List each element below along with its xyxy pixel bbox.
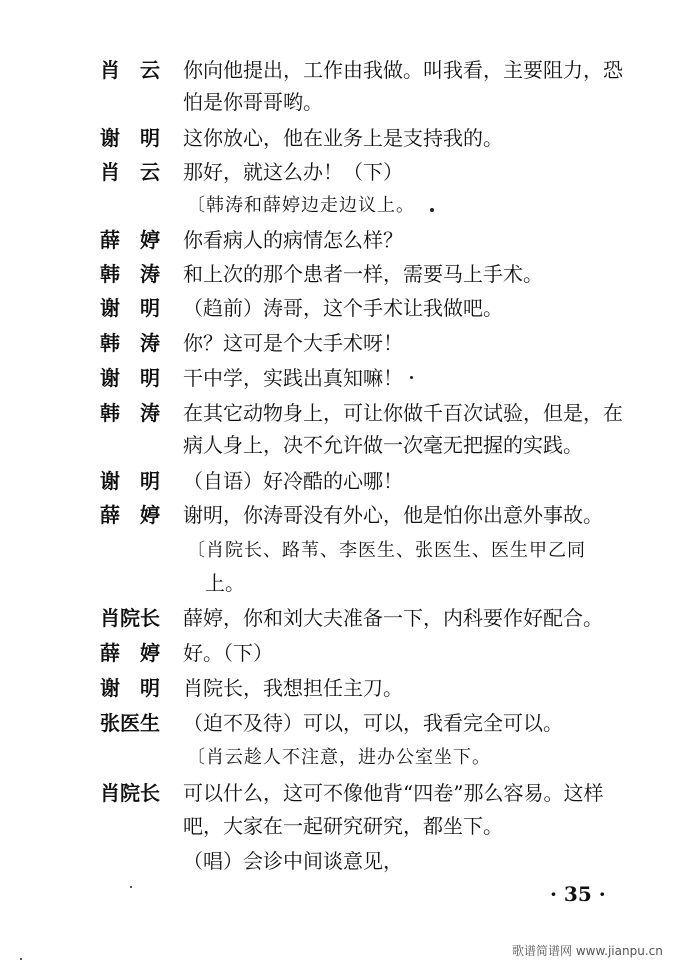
dialogue-line [100,154,660,190]
dialogue-text: 谢明，你涛哥没有外心，他是怕你出意外事故。 [183,503,603,527]
dialogue-line [100,463,660,499]
stage-direction-text: 上。 [205,571,245,595]
speaker-name: 张医生 [100,711,160,735]
dialogue-text: （迫不及待）可以，可以，我看完全可以。 [183,711,563,735]
dialogue-continuation [100,808,660,844]
stage-direction-text: 〔韩涛和薛婷边走边议上。 [187,195,415,216]
speaker-name: 谢 明 [100,126,160,150]
speaker-name: 肖 云 [100,58,160,82]
stage-direction-text: 〔肖云趁人不注意，进办公室坐下。 [187,747,491,768]
speaker-name: 韩 涛 [100,262,160,286]
dialogue-continuation [100,427,660,463]
speaker-name: 谢 明 [100,296,160,320]
speaker-name: 韩 涛 [100,401,160,425]
speaker-name: 薛 婷 [100,228,160,252]
dialogue-line [100,670,660,706]
dialogue-text: 薛婷，你和刘大夫准备一下，内科要作好配合。 [183,606,603,630]
dialogue-text: 你看病人的病情怎么样？ [183,228,403,252]
dialogue-line [100,635,660,671]
speaker-name: 肖院长 [100,781,160,805]
speaker-name: 薛 婷 [100,503,160,527]
speaker-name: 谢 明 [100,676,160,700]
dialogue-text: 干中学，实践出真知嘛！ [183,366,403,390]
dialogue-line [100,600,660,636]
dialogue-continuation [100,84,660,120]
dialogue-text: 你？这可是个大手术呀！ [183,331,403,355]
dialogue-text: 你向他提出，工作由我做。叫我看，主要阻力，恐 [183,58,623,82]
scan-speck [130,886,132,888]
scan-speck [430,208,434,212]
dialogue-text: （趋前）涛哥，这个手术让我做吧。 [183,296,503,320]
speaker-name: 肖院长 [100,606,160,630]
speaker-name: 谢 明 [100,469,160,493]
stage-direction-text: 〔肖院长、路苇、李医生、张医生、医生甲乙同 [187,540,586,561]
stage-direction [100,188,660,224]
dialogue-text: 这你放心，他在业务上是支持我的。 [183,126,503,150]
dialogue-text: 可以什么，这可不像他背“四卷”那么容易。这样 [183,781,604,805]
speaker-name: 肖 云 [100,160,160,184]
dialogue-line [100,497,660,533]
dialogue-text: （自语）好冷酷的心哪！ [183,469,403,493]
dialogue-text: 吧，大家在一起研究研究，都坐下。 [183,814,503,838]
watermark: 歌谱简谱网 www.jianpu.cn [512,944,663,958]
dialogue-line [100,360,660,396]
dialogue-text: （唱）会诊中间谈意见， [183,849,403,873]
dialogue-line [100,705,660,741]
dialogue-line [100,52,660,88]
dialogue-line [100,222,660,258]
stage-direction [100,533,660,569]
dialogue-line [100,325,660,361]
scan-speck [410,376,413,379]
dialogue-line [100,395,660,431]
dialogue-text: 在其它动物身上，可让你做千百次试验，但是，在 [183,401,623,425]
dialogue-line [100,290,660,326]
speaker-name: 薛 婷 [100,641,160,665]
speaker-name: 谢 明 [100,366,160,390]
dialogue-text: 病人身上，决不允许做一次毫无把握的实践。 [183,433,583,457]
dialogue-text: 和上次的那个患者一样，需要马上手术。 [183,262,543,286]
dialogue-line [100,775,660,811]
stage-direction [100,740,660,776]
dialogue-text: 肖院长，我想担任主刀。 [183,676,403,700]
dialogue-line [100,256,660,292]
dialogue-text: 好。（下） [183,641,273,665]
song-line [100,843,660,879]
dialogue-text: 怕是你哥哥哟。 [183,90,323,114]
scan-speck [20,958,22,960]
page-number: · 35 · [550,882,606,906]
speaker-name: 韩 涛 [100,331,160,355]
dialogue-text: 那好，就这么办！（下） [183,160,403,184]
stage-direction-continuation [100,565,660,601]
dialogue-line [100,120,660,156]
